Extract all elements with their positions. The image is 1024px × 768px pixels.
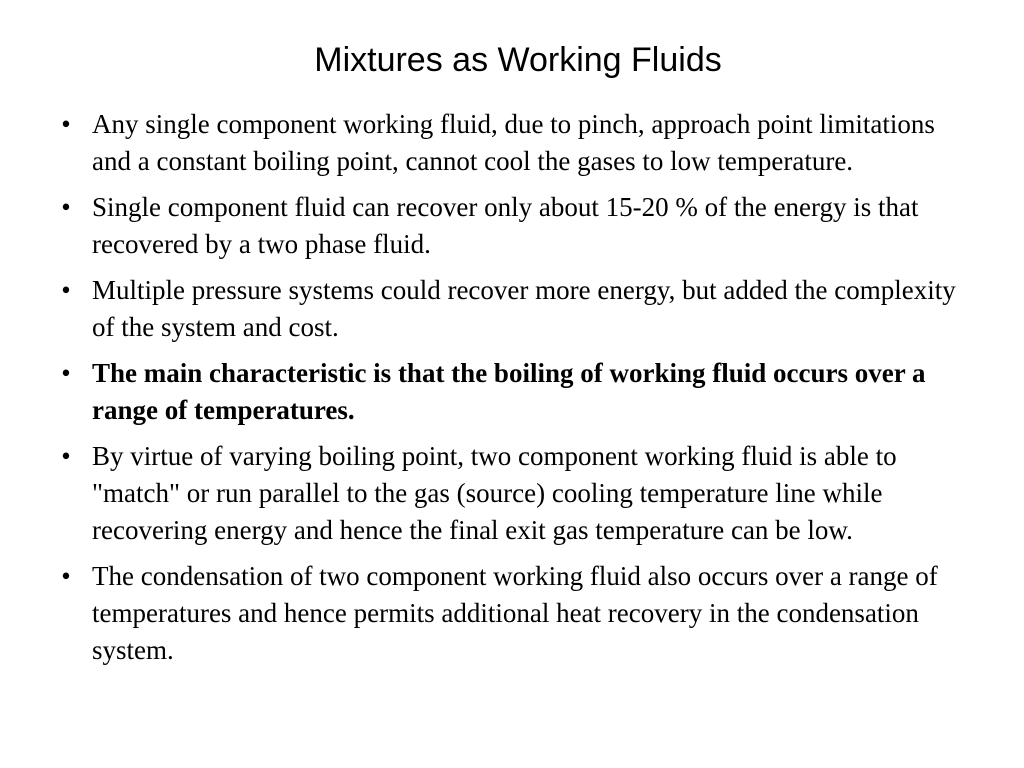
bullet-dot-icon: • [61,109,71,139]
bullet-item-2 [56,189,976,263]
slide-title: Mixtures as Working Fluids [314,41,722,79]
bullet-text: Single component fluid can recover only about 15-20 % of the energy is that recovered by a two phase fluid. [92,192,919,259]
bullet-item-6 [56,558,976,669]
bullet-text: By virtue of varying boiling point, two component working fluid is able to "match" or run parallel to the gas (source) cooling temperature line while recovering energy and hence the final exit gas temperature can be low. [92,441,897,545]
bullet-item-3 [56,272,976,346]
bullet-item-4 [56,355,976,429]
bullet-dot-icon: • [61,275,71,305]
bullet-text: Multiple pressure systems could recover more energy, but added the complexity of the system and cost. [92,275,956,342]
bullet-text: The main characteristic is that the boiling of working fluid occurs over a range of temperatures. [92,358,926,425]
bullet-list [56,106,976,678]
bullet-dot-icon: • [61,192,71,222]
bullet-text: The condensation of two component working fluid also occurs over a range of temperatures and hence permits additional heat recovery in the condensation system. [92,561,938,665]
bullet-dot-icon: • [61,561,71,591]
bullet-item-1 [56,106,976,180]
bullet-dot-icon: • [61,441,71,471]
bullet-dot-icon: • [61,358,71,388]
bullet-item-5 [56,438,976,549]
bullet-text: Any single component working fluid, due to pinch, approach point limitations and a constant boiling point, cannot cool the gases to low temperature. [92,109,935,176]
